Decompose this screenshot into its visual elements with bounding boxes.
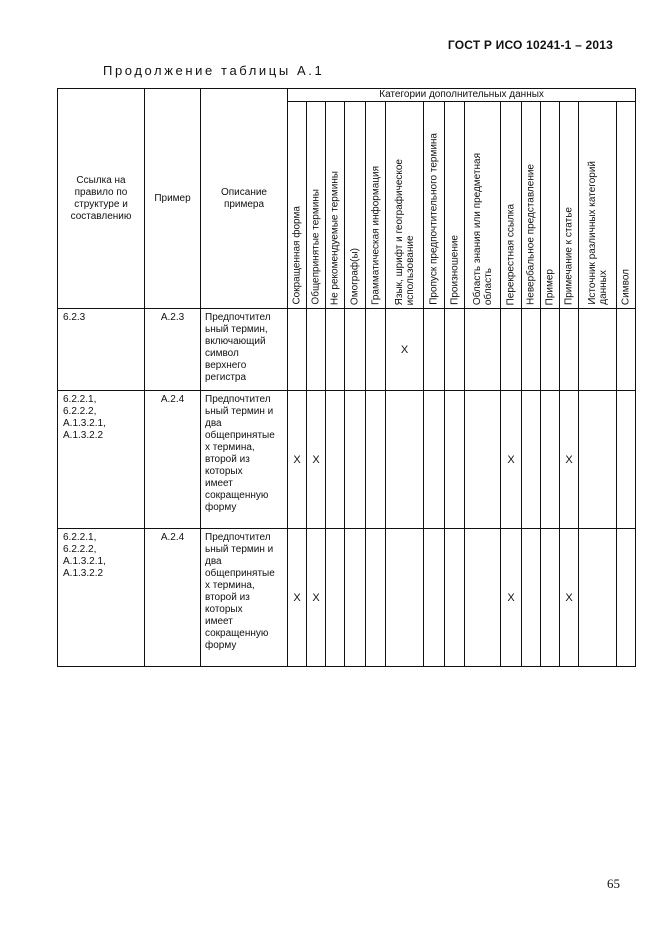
category-mark-cell: X — [501, 529, 522, 667]
category-label: Пример — [544, 268, 556, 305]
category-label: Область знания или предметная область — [471, 152, 494, 305]
category-label: Не рекомендуемые термины — [329, 170, 341, 305]
page-number: 65 — [607, 876, 620, 891]
header-ref: Ссылка на правило по структуре и составлению — [58, 89, 145, 309]
document-code: ГОСТ Р ИСО 10241-1 – 2013 — [447, 38, 613, 52]
header-category — [579, 102, 617, 309]
header-category — [541, 102, 560, 309]
header-category — [465, 102, 501, 309]
header-categories-title: Категории дополнительных данных — [288, 89, 636, 102]
category-label: Сокращенная форма — [291, 206, 303, 305]
header-category — [424, 102, 445, 309]
category-mark-cell: X — [288, 391, 307, 529]
category-mark-cell: X — [307, 391, 326, 529]
category-mark-cell — [288, 309, 307, 391]
category-label: Произношение — [449, 235, 460, 305]
header-category — [445, 102, 465, 309]
header-category — [386, 102, 424, 309]
category-mark-cell — [541, 309, 560, 391]
category-mark-cell — [465, 391, 501, 529]
category-mark-cell — [366, 391, 386, 529]
category-mark-cell — [345, 309, 366, 391]
category-mark-cell — [445, 391, 465, 529]
header-category — [560, 102, 579, 309]
category-mark-cell: X — [560, 391, 579, 529]
category-label: Грамматическая информация — [370, 166, 381, 305]
category-mark-cell — [501, 309, 522, 391]
category-mark-cell: X — [307, 529, 326, 667]
category-mark-cell — [541, 529, 560, 667]
category-mark-cell — [579, 529, 617, 667]
header-category — [522, 102, 541, 309]
category-mark-cell: X — [386, 309, 424, 391]
category-label: Невербальное представление — [525, 164, 537, 305]
table-row — [58, 309, 636, 391]
description-cell: Предпочтител ьный термин, включающий символ верхнего регистра — [201, 309, 288, 391]
additional-data-table — [57, 88, 636, 667]
header-category — [288, 102, 307, 309]
category-mark-cell — [366, 529, 386, 667]
category-mark-cell — [617, 391, 636, 529]
rule-reference-cell: 6.2.3 — [58, 309, 145, 391]
category-mark-cell — [326, 391, 345, 529]
category-mark-cell — [445, 529, 465, 667]
description-cell: Предпочтител ьный термин и два общепринятые х термина, второй из которых имеет сокращенную форму — [201, 529, 288, 667]
category-label: Перекрестная ссылка — [505, 203, 517, 305]
header-category — [326, 102, 345, 309]
header-category — [307, 102, 326, 309]
category-mark-cell — [445, 309, 465, 391]
category-mark-cell — [522, 529, 541, 667]
category-label: Источник различных категорий данных — [586, 161, 609, 305]
header-category — [366, 102, 386, 309]
category-mark-cell — [617, 309, 636, 391]
category-label: Символ — [620, 268, 632, 305]
header-category — [345, 102, 366, 309]
header-category — [501, 102, 522, 309]
category-mark-cell: X — [560, 529, 579, 667]
category-label: Язык, шрифт и географическое использование — [393, 158, 416, 305]
category-label: Омограф(ы) — [349, 247, 361, 305]
category-mark-cell — [345, 529, 366, 667]
header-example: Пример — [145, 89, 201, 309]
category-mark-cell: X — [288, 529, 307, 667]
category-mark-cell — [326, 529, 345, 667]
description-cell: Предпочтител ьный термин и два общепринятые х термина, второй из которых имеет сокращенную форму — [201, 391, 288, 529]
category-mark-cell — [579, 309, 617, 391]
category-mark-cell — [424, 529, 445, 667]
category-mark-cell — [386, 529, 424, 667]
category-mark-cell — [424, 309, 445, 391]
table-row — [58, 529, 636, 667]
header-category — [617, 102, 636, 309]
rule-reference-cell: 6.2.2.1, 6.2.2.2, A.1.3.2.1, A.1.3.2.2 — [58, 529, 145, 667]
category-mark-cell — [307, 309, 326, 391]
table-body — [58, 309, 636, 667]
category-label: Примечание к статье — [563, 207, 575, 305]
category-label: Пропуск предпочтительного термина — [428, 133, 440, 305]
category-mark-cell — [465, 309, 501, 391]
example-cell: A.2.3 — [145, 309, 201, 391]
category-mark-cell — [465, 529, 501, 667]
category-mark-cell — [522, 391, 541, 529]
table-caption: Продолжение таблицы А.1 — [103, 63, 325, 78]
category-mark-cell — [424, 391, 445, 529]
category-mark-cell — [522, 309, 541, 391]
category-mark-cell — [541, 391, 560, 529]
example-cell: A.2.4 — [145, 391, 201, 529]
rule-reference-cell: 6.2.2.1, 6.2.2.2, A.1.3.2.1, A.1.3.2.2 — [58, 391, 145, 529]
category-mark-cell — [386, 391, 424, 529]
category-mark-cell — [326, 309, 345, 391]
category-mark-cell — [345, 391, 366, 529]
category-label: Общепринятые термины — [310, 189, 322, 305]
header-description: Описание примера — [201, 89, 288, 309]
table-row — [58, 391, 636, 529]
category-mark-cell — [366, 309, 386, 391]
category-mark-cell — [617, 529, 636, 667]
example-cell: A.2.4 — [145, 529, 201, 667]
category-mark-cell: X — [501, 391, 522, 529]
category-mark-cell — [560, 309, 579, 391]
category-mark-cell — [579, 391, 617, 529]
